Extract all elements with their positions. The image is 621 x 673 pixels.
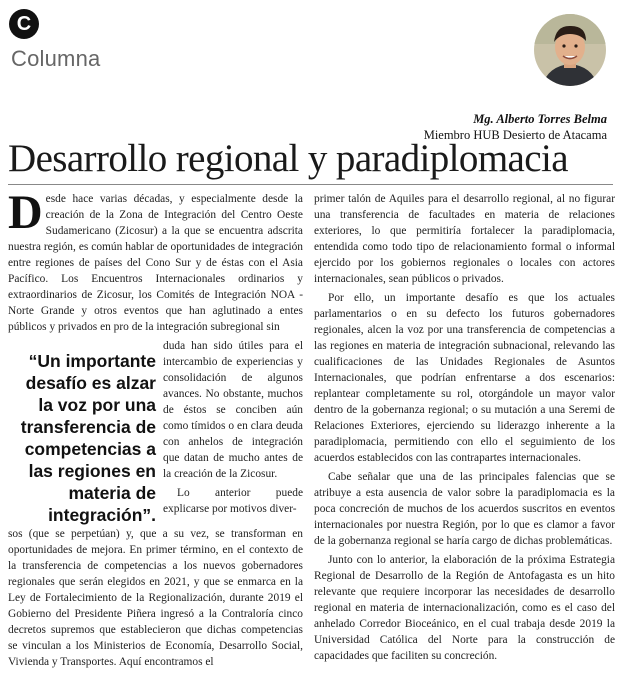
headline-divider [8,184,613,185]
author-role: Miembro HUB Desierto de Atacama [423,128,607,142]
paragraph-6: Junto con lo anterior, la elaboración de la próxima Estrategia Regional de Desarrollo de la Región de Antofagasta es un hito relevante que requiere incorporar las necesidades de desarrollo regional en materia de internacionalización, como es el caso del anhelado Corredor Bioceánico, en el cual trabaja desde 2019 la Universidad Católica del Norte para la construcción de capacidades que faciliten su concreción. [314,554,615,662]
pull-quote: “Un importante desafío es alzar la voz por una transferencia de competencias a las regiones en materia de integración”. [20,351,156,525]
article-headline: Desarrollo regional y paradiplomacia [8,137,568,180]
paragraph-5: Cabe señalar que una de las principales falencias que se atribuye a esta ausencia de valor sobre la paradiplomacia es la poca concreción de muchos de los acuerdos suscritos en eventos internacionales por nuestra Región, por lo que es clamor a favor de la gobernanza regional se haría cargo de dichas problemáticas. [314,471,615,547]
pull-quote-side-text [163,338,303,526]
paragraph-1-text: esde hace varias décadas, y especialmente desde la creación de la Zona de Integración del Centro Oeste Sudamericano (Zicosur) a la que se encuentra adscrita nuestra región, es común hablar de oportunidades de integración entre regiones de países del Cono Sur y de éstas con el Asia Pacífico. Los Encuentros Internacionales ordinarios y extraordinarios de Zicosur, los Comités de Integración NOA - Norte Grande y otros eventos que han aglutinado a entes públicos y privados en pro de la integración subregional sin [8,193,303,333]
column-badge: C [9,9,39,39]
paragraph-1 [8,186,303,335]
author-photo [534,14,606,86]
section-label: Columna [11,46,101,71]
paragraph-4: Por ello, un importante desafío es que los actuales parlamentarios o en su defecto los futuros gobernadores regionales, alcen la voz por una transferencia de competencias a las regiones en materia de integración subnacional, relevando las cualificaciones de las Unidades Regionales de Asuntos Internacionales, que podrían enfrentarse a dos escenarios: replantear completamente su rol, otorgándole un mayor valor dentro de la gobernanza regional; o su mutación a una Seremi de Relaciones Exteriores, ejerciendo su liderazgo inherente a la paradiplomacia, permitiendo con ello el seguimiento de los acuerdos establecidos con las contrapartes internacionales. [314,292,615,464]
column-left [8,186,303,673]
drop-cap: D [8,186,43,239]
column-right [314,191,615,667]
paragraph-2-start: Lo anterior puede explicarse por motivos diver- [163,487,303,515]
paragraph-2: sos (que se perpetúan) y, que a su vez, se transforman en oportunidades de mejora. En primer término, en el contexto de la transferencia de competencias a los nuevos gobernadores regionales que serán elegidos en 2021, y que se enmarca en la Ley de Fortalecimiento de la Regionalización, durante 2019 el Gobierno del Presidente Piñera ingresó a la Contraloría cinco decretos supremos que establecieron que dichas competencias se vinculan a los Ministerios de Economía, Desarrollo Social, Vivienda y Transportes. Aquí encontramos el [8,528,303,668]
pull-quote-block [8,338,303,526]
paragraph-3: primer talón de Aquiles para el desarrollo regional, al no figurar una transferencia de facultades en materia de relaciones exteriores, lo que permitiría fortalecer la paradiplomacia, entendida como todo tipo de relacionamiento formal o informal ejercido por los gobiernos regionales o locales con actores internacionales, sean públicos o privados. [314,193,615,285]
author-name: Mg. Alberto Torres Belma [473,112,607,126]
paragraph-1-continued: duda han sido útiles para el intercambio de experiencias y consolidación de algunos avances. No obstante, muchos de éstos se conciben aún como tímidos o en clara deuda con anhelos de integración que datan de mucho antes de la creación de la Zicosur. [163,340,303,480]
